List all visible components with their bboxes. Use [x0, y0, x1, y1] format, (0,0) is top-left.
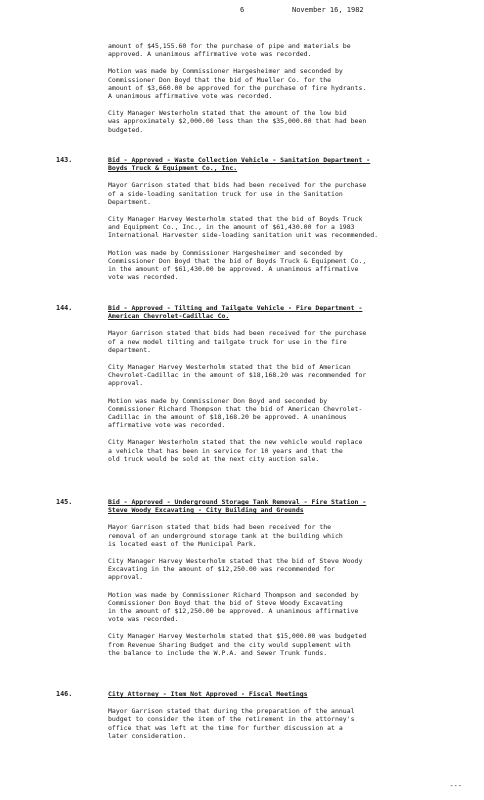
paragraph: Mayor Garrison stated that during the preparation of the annual budget to consider the item of the retirement in the attorney's office that was left at the time for further discussion at a later consideration. [108, 707, 355, 740]
agenda-item-146 [108, 690, 472, 740]
paragraph: City Manager Harvey Westerholm stated that the bid of Boyds Truck and Equipment Co., Inc., in the amount of $61,430.00 for a 1983 International Harvester side-loading sanitation unit was recommended. [108, 215, 379, 240]
agenda-item-143 [108, 156, 472, 281]
item-title: Bid - Approved - Tilting and Tailgate Vehicle - Fire Department - American Chevrolet-Cadillac Co. [108, 304, 363, 321]
item-number: 144. [56, 304, 73, 312]
paragraph: Mayor Garrison stated that bids had been received for the removal of an underground storage tank at the building which is located east of the Municipal Park. [108, 523, 343, 548]
agenda-item-145 [108, 498, 472, 657]
item-number: 143. [56, 156, 73, 164]
paragraph: Motion was made by Commissioner Hargesheimer and seconded by Commissioner Don Boyd that the bid of Boyds Truck & Equipment Co., in the amount of $61,430.00 be approved. A unanimous affirmative vote was recorded. [108, 248, 367, 282]
item-title: City Attorney - Item Not Approved - Fiscal Meetings [108, 690, 308, 698]
item-number: 146. [56, 690, 73, 698]
item-title: Bid - Approved - Underground Storage Tank Removal - Fire Station - Steve Woody Excavating - City Building and Grounds [108, 498, 367, 515]
paragraph: City Manager Westerholm stated that the amount of the low bid was approximately $2,000.00 less than the $35,000.00 that had been budgeted. [108, 109, 367, 134]
continued-item-text [108, 42, 472, 134]
paragraph: Mayor Garrison stated that bids had been received for the purchase of a side-loading sanitation truck for use in the Sanitation Department. [108, 181, 367, 206]
page-number: 6 [240, 6, 245, 14]
paragraph: Motion was made by Commissioner Don Boyd and seconded by Commissioner Richard Thompson that the bid of American Chevrolet- Cadillac in the amount of $18,168.20 be approved. A unanimous affirmative vote was recorded. [108, 396, 363, 430]
meeting-date: November 16, 1982 [292, 6, 364, 14]
paragraph: Mayor Garrison stated that bids had been received for the purchase of a new model tilting and tailgate truck for use in the fire department. [108, 329, 367, 354]
paragraph: City Manager Harvey Westerholm stated that $15,000.00 was budgeted from Revenue Sharing Budget and the city would supplement with the balance to include the W.P.A. and Sewer Trunk funds. [108, 632, 367, 657]
paragraph: amount of $45,155.60 for the purchase of pipe and materials be approved. A unanimous affirmative vote was recorded. [108, 42, 351, 59]
item-number: 145. [56, 498, 73, 506]
item-title: Bid - Approved - Waste Collection Vehicle - Sanitation Department - Boyds Truck & Equipment Co., Inc. [108, 156, 371, 173]
paragraph: Motion was made by Commissioner Hargesheimer and seconded by Commissioner Don Boyd that the bid of Mueller Co. for the amount of $3,660.00 be approved for the purchase of fire hydrants. A unanimous affirmative vote was recorded. [108, 67, 367, 101]
paragraph: City Manager Harvey Westerholm stated that the bid of American Chevrolet-Cadillac in the amount of $18,168.20 was recommended for approval. [108, 363, 367, 388]
paragraph: City Manager Westerholm stated that the new vehicle would replace a vehicle that has been in service for 10 years and that the old truck would be sold at the next city auction sale. [108, 438, 363, 463]
paragraph: Motion was made by Commissioner Richard Thompson and seconded by Commissioner Don Boyd that the bid of Steve Woody Excavating in the amount of $12,250.00 be approved. A unanimous affirmative vote was recorded. [108, 590, 359, 624]
agenda-item-144 [108, 304, 472, 463]
paragraph: City Manager Harvey Westerholm stated that the bid of Steve Woody Excavating in the amount of $12,250.00 was recommended for approval. [108, 557, 363, 582]
page-footer-mark: --- [449, 782, 462, 790]
